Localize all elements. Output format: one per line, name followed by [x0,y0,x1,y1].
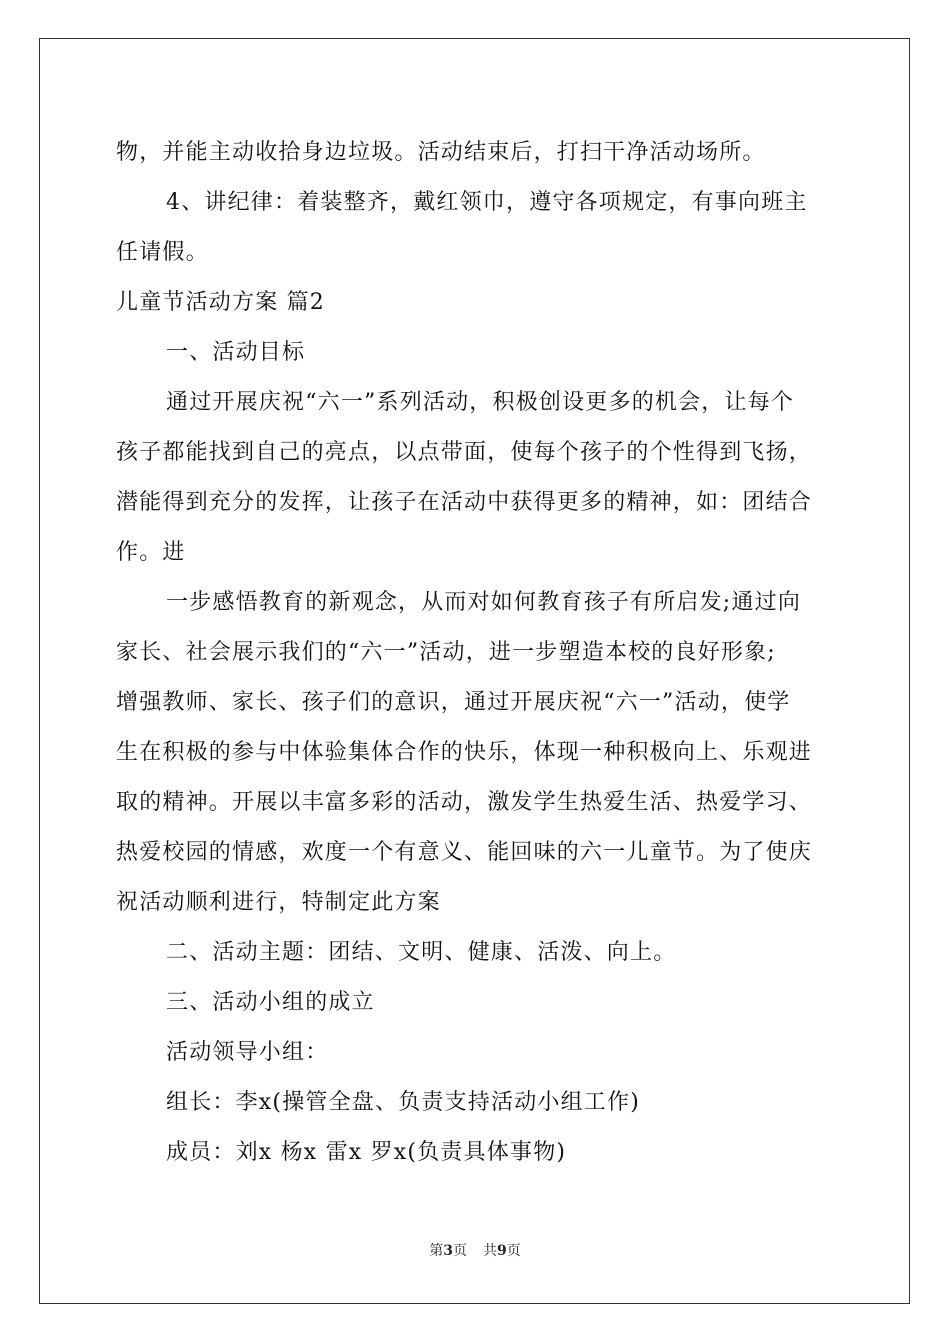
text-line-17: 二、活动主题：团结、文明、健康、活泼、向上。 [166,940,677,965]
text-line-21: 成员：刘x 杨x 雷x 罗x(负责具体事物) [166,1140,567,1165]
total-prefix: 共 [483,1243,497,1259]
page-number: 3 [443,1243,453,1259]
text-line-16: 祝活动顺利进行，特制定此方案 [116,890,441,915]
text-line-20: 组长：李x(操管全盘、负责支持活动小组工作) [166,1090,640,1115]
text-line-9: 作。进 [116,540,186,565]
text-line-15: 热爱校园的情感，欢度一个有意义、能回味的六一儿童节。为了使庆 [116,840,813,865]
text-line-7: 孩子都能找到自己的亮点，以点带面，使每个孩子的个性得到飞扬， [116,440,813,465]
text-line-10: 一步感悟教育的新观念，从而对如何教育孩子有所启发;通过向 [166,590,802,615]
text-line-14: 取的精神。开展以丰富多彩的活动，激发学生热爱生活、热爱学习、 [116,790,813,815]
text-line-11: 家长、社会展示我们的“六一”活动，进一步塑造本校的良好形象; [116,640,776,665]
total-suffix: 页 [506,1243,521,1259]
text-line-8: 潜能得到充分的发挥，让孩子在活动中获得更多的精神，如：团结合 [116,490,813,515]
total-pages: 9 [497,1243,507,1259]
text-line-2: 4、讲纪律：着装整齐，戴红领巾，遵守各项规定，有事向班主 [166,190,808,215]
text-line-6: 通过开展庆祝“六一”系列活动，积极创设更多的机会，让每个 [166,390,795,415]
page-suffix: 页 [453,1243,467,1259]
text-line-5: 一、活动目标 [166,340,306,365]
text-line-3: 任请假。 [116,240,209,265]
document-body [116,128,836,1178]
page-footer [0,1240,950,1260]
text-line-12: 增强教师、家长、孩子们的意识，通过开展庆祝“六一”活动，使学 [116,690,791,715]
text-line-19: 活动领导小组： [166,1040,329,1065]
page-prefix: 第 [429,1243,444,1259]
text-line-1: 物，并能主动收拾身边垃圾。活动结束后，打扫干净活动场所。 [116,140,766,165]
text-line-18: 三、活动小组的成立 [166,990,375,1015]
text-line-13: 生在积极的参与中体验集体合作的快乐，体现一种积极向上、乐观进 [116,740,813,765]
section-heading: 儿童节活动方案 篇2 [116,290,325,315]
